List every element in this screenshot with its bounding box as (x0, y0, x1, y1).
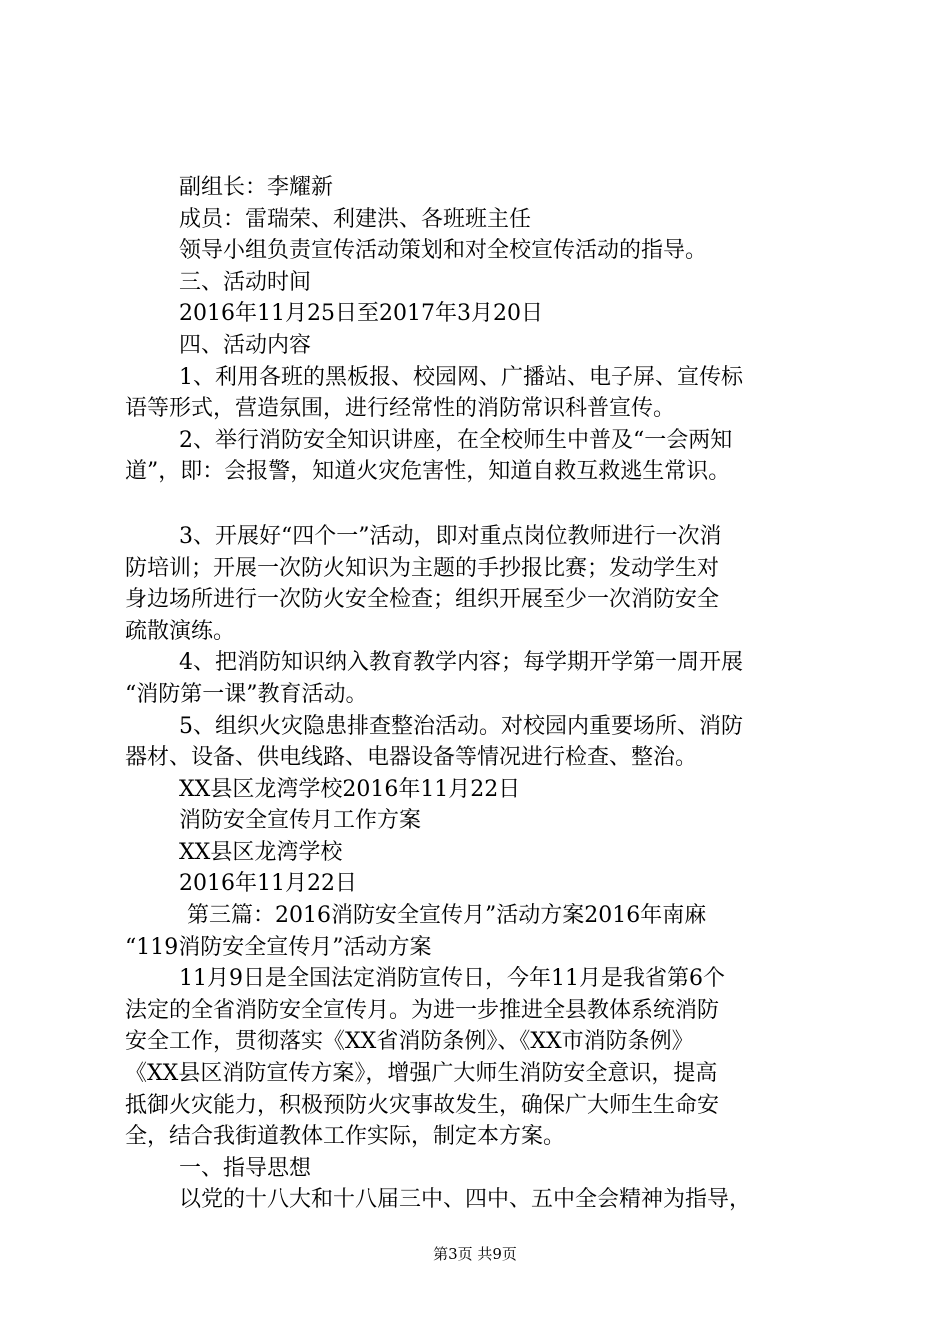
text-line: 身边场所进行一次防火安全检查；组织开展至少一次消防安全 (125, 587, 720, 613)
text-line: 4、把消防知识纳入教育教学内容；每学期开学第一周开展 (179, 650, 743, 676)
text-line: 法定的全省消防安全宣传月。为进一步推进全县教体系统消防 (125, 997, 720, 1023)
text-line: 疏散演练。 (125, 618, 236, 644)
document-title: 消防安全宣传月工作方案 (179, 808, 422, 834)
text-line: 道”，即：会报警，知道火灾危害性，知道自救互救逃生常识。 (125, 459, 731, 485)
text-line: 防培训；开展一次防火知识为主题的手抄报比赛；发动学生对 (125, 555, 720, 581)
text-line: 副组长：李耀新 (179, 175, 334, 200)
text-line: 以党的十八大和十八届三中、四中、五中全会精神为指导， (179, 1187, 752, 1213)
text-line: 11月9日是全国法定消防宣传日，今年11月是我省第6个 (179, 966, 725, 992)
chapter-title: 第三篇：2016消防安全宣传月”活动方案2016年南麻 (187, 903, 707, 929)
text-line: 2、举行消防安全知识讲座，在全校师生中普及“一会两知 (179, 427, 733, 453)
text-line: 1、利用各班的黑板报、校园网、广播站、电子屏、宣传标 (179, 364, 743, 390)
page-footer: 第3页 共9页 (433, 1245, 517, 1263)
school-name: XX县区龙湾学校 (179, 839, 343, 865)
section-heading: 一、指导思想 (179, 1155, 312, 1181)
text-line: “消防第一课”教育活动。 (125, 681, 368, 707)
text-line: 2016年11月25日至2017年3月20日 (179, 301, 543, 327)
text-line: 5、组织火灾隐患排查整治活动。对校园内重要场所、消防 (179, 713, 743, 739)
chapter-title: “119消防安全宣传月”活动方案 (125, 934, 432, 960)
text-line: 安全工作，贯彻落实《XX省消防条例》、《XX市消防条例》 (125, 1029, 694, 1055)
section-heading: 四、活动内容 (179, 332, 312, 358)
date-line: 2016年11月22日 (179, 871, 357, 897)
text-line: 抵御火灾能力，积极预防火灾事故发生，确保广大师生生命安 (125, 1092, 720, 1118)
text-line: 《XX县区消防宣传方案》，增强广大师生消防安全意识，提高 (125, 1061, 718, 1087)
text-line: 成员：雷瑞荣、利建洪、各班班主任 (179, 206, 532, 232)
blank-line (125, 488, 845, 521)
document-body (125, 172, 845, 1216)
text-line: 全，结合我街道教体工作实际，制定本方案。 (125, 1124, 566, 1150)
section-heading: 三、活动时间 (179, 269, 312, 295)
text-line: 3、开展好“四个一”活动，即对重点岗位教师进行一次消 (179, 523, 722, 549)
signature-line: XX县区龙湾学校2016年11月22日 (179, 776, 521, 802)
text-line: 器材、设备、供电线路、电器设备等情况进行检查、整治。 (125, 745, 698, 771)
text-line: 语等形式，营造氛围，进行经常性的消防常识科普宣传。 (125, 396, 676, 422)
text-line: 领导小组负责宣传活动策划和对全校宣传活动的指导。 (179, 238, 708, 264)
